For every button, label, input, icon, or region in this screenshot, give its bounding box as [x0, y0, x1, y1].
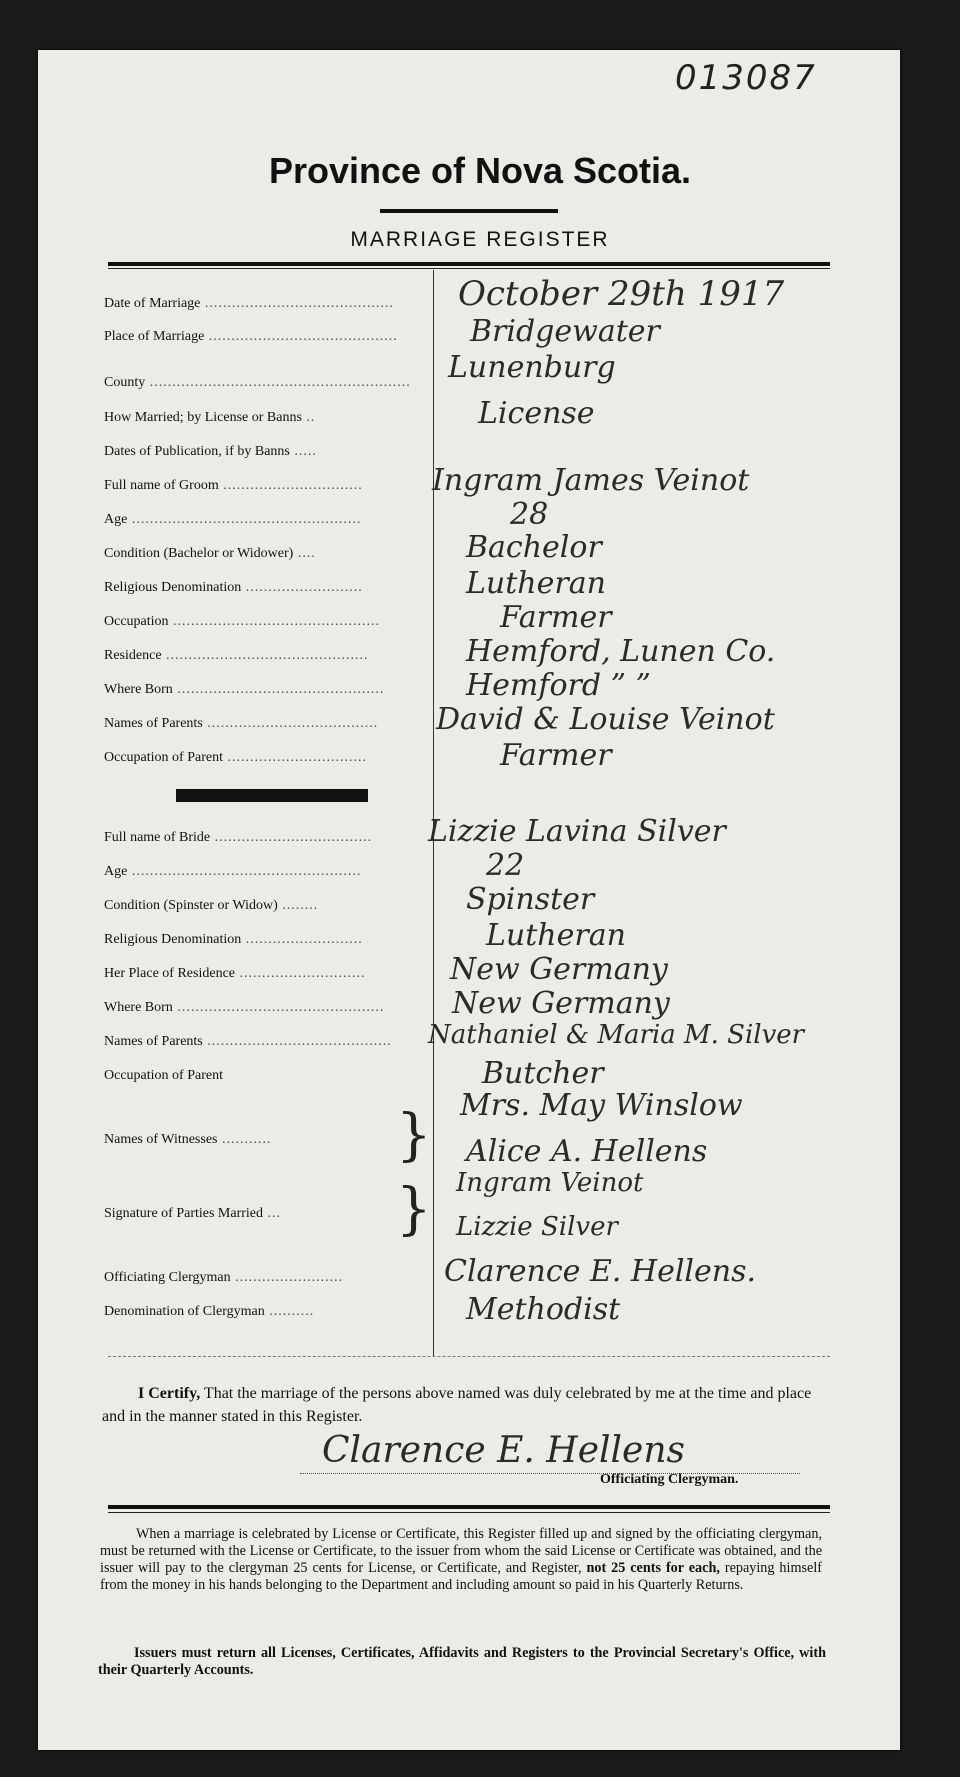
instructions-text: When a marriage is celebrated by License or Certificate, this Register filled up and signed by the officiating clergyman, must be returned with the License or Certificate, to the issuer from whom the said License or Certificate was obtained, and the issuer will pay to the clergyman 25 cents for License, or Certificate, and Register, not 25 cents for each, repaying himself from the money in his hands belonging to the Department and including amount so paid in his Quarterly Returns.	[100, 1526, 822, 1593]
footer-rule-thin	[108, 1512, 830, 1513]
signature-title: Officiating Clergyman.	[600, 1472, 739, 1487]
bride-birthplace-value: New Germany	[452, 986, 670, 1021]
field-label: Officiating Clergyman ........................	[104, 1270, 344, 1285]
field-label: Residence .............................................	[104, 648, 369, 663]
bride-parents-value: Nathaniel & Maria M. Silver	[428, 1020, 805, 1050]
field-label: Names of Parents .........................................	[104, 1034, 392, 1049]
bride-parent-occupation-value: Butcher	[482, 1056, 604, 1091]
date-of-marriage-value: October 29th 1917	[458, 274, 785, 314]
table-bottom-rule	[108, 1356, 830, 1358]
field-label: Date of Marriage ..........................................	[104, 296, 394, 311]
column-divider	[433, 270, 434, 1356]
field-label: Place of Marriage ..........................................	[104, 329, 398, 344]
field-label: Dates of Publication, if by Banns .....	[104, 444, 317, 459]
field-label: Occupation of Parent ...............................	[104, 750, 367, 765]
groom-parent-occupation-value: Farmer	[500, 738, 612, 773]
form-title: Province of Nova Scotia.	[268, 150, 692, 191]
bride-signature: Lizzie Silver	[456, 1212, 618, 1242]
bride-condition-value: Spinster	[466, 882, 595, 917]
field-label: Occupation of Parent	[104, 1068, 223, 1083]
certify-lead: I Certify,	[138, 1385, 201, 1402]
groom-occupation-value: Farmer	[500, 600, 612, 635]
clergy-denomination-value: Methodist	[466, 1292, 621, 1327]
title-divider	[380, 209, 558, 213]
header-rule-thick	[108, 262, 830, 266]
serial-number: 013087	[675, 58, 817, 98]
field-label: Age ...................................................	[104, 512, 362, 527]
groom-condition-value: Bachelor	[466, 530, 602, 565]
certify-body: That the marriage of the persons above named was duly celebrated by me at the time and place and in the manner stated in this Register.	[102, 1385, 812, 1425]
footer-rule-thick	[108, 1505, 830, 1509]
groom-age-value: 28	[510, 497, 549, 532]
signatures-brace: }	[396, 1177, 432, 1242]
field-label: Occupation ..............................................	[104, 614, 381, 629]
groom-birthplace-value: Hemford ” ”	[466, 668, 651, 703]
header-rule-thin	[108, 268, 830, 269]
witnesses-brace: }	[396, 1103, 432, 1168]
issuers-notice: Issuers must return all Licenses, Certificates, Affidavits and Registers to the Provincial Secretary's Office, with their Quarterly Accounts.	[98, 1645, 826, 1678]
field-label: Condition (Bachelor or Widower) ....	[104, 546, 316, 561]
form-subtitle: MARRIAGE REGISTER	[350, 228, 610, 251]
groom-parents-value: David & Louise Veinot	[436, 702, 775, 737]
certification-text	[102, 1382, 832, 1428]
groom-name-value: Ingram James Veinot	[432, 463, 750, 498]
groom-signature: Ingram Veinot	[456, 1168, 644, 1198]
field-label: Religious Denomination ..........................	[104, 932, 363, 947]
field-label: Full name of Groom ...............................	[104, 478, 363, 493]
field-label: Where Born ..............................................	[104, 682, 385, 697]
county-value: Lunenburg	[448, 350, 616, 385]
witness-1-value: Mrs. May Winslow	[460, 1088, 743, 1123]
section-separator	[176, 789, 368, 802]
groom-residence-value: Hemford, Lunen Co.	[466, 634, 776, 669]
how-married-value: License	[478, 396, 595, 431]
field-label: Age ...................................................	[104, 864, 362, 879]
field-label: How Married; by License or Banns ..	[104, 410, 316, 425]
place-of-marriage-value: Bridgewater	[470, 314, 660, 349]
clergyman-signature: Clarence E. Hellens	[322, 1430, 685, 1471]
field-label: Where Born ..............................................	[104, 1000, 385, 1015]
witnesses-label: Names of Witnesses ...........	[104, 1132, 272, 1147]
field-label: Full name of Bride ...................................	[104, 830, 373, 845]
field-label: Denomination of Clergyman ..........	[104, 1304, 315, 1319]
groom-religion-value: Lutheran	[466, 566, 606, 601]
witness-2-value: Alice A. Hellens	[466, 1134, 708, 1169]
field-label: Names of Parents ......................................	[104, 716, 379, 731]
field-label: Her Place of Residence ............................	[104, 966, 366, 981]
clergyman-value: Clarence E. Hellens.	[444, 1254, 757, 1289]
bride-religion-value: Lutheran	[486, 918, 626, 953]
signatures-label: Signature of Parties Married ...	[104, 1206, 282, 1221]
bride-residence-value: New Germany	[450, 952, 668, 987]
field-label: Condition (Spinster or Widow) ........	[104, 898, 319, 913]
field-label: County ..........................................................	[104, 375, 411, 390]
bride-name-value: Lizzie Lavina Silver	[428, 814, 726, 849]
bride-age-value: 22	[486, 848, 525, 883]
field-label: Religious Denomination ..........................	[104, 580, 363, 595]
